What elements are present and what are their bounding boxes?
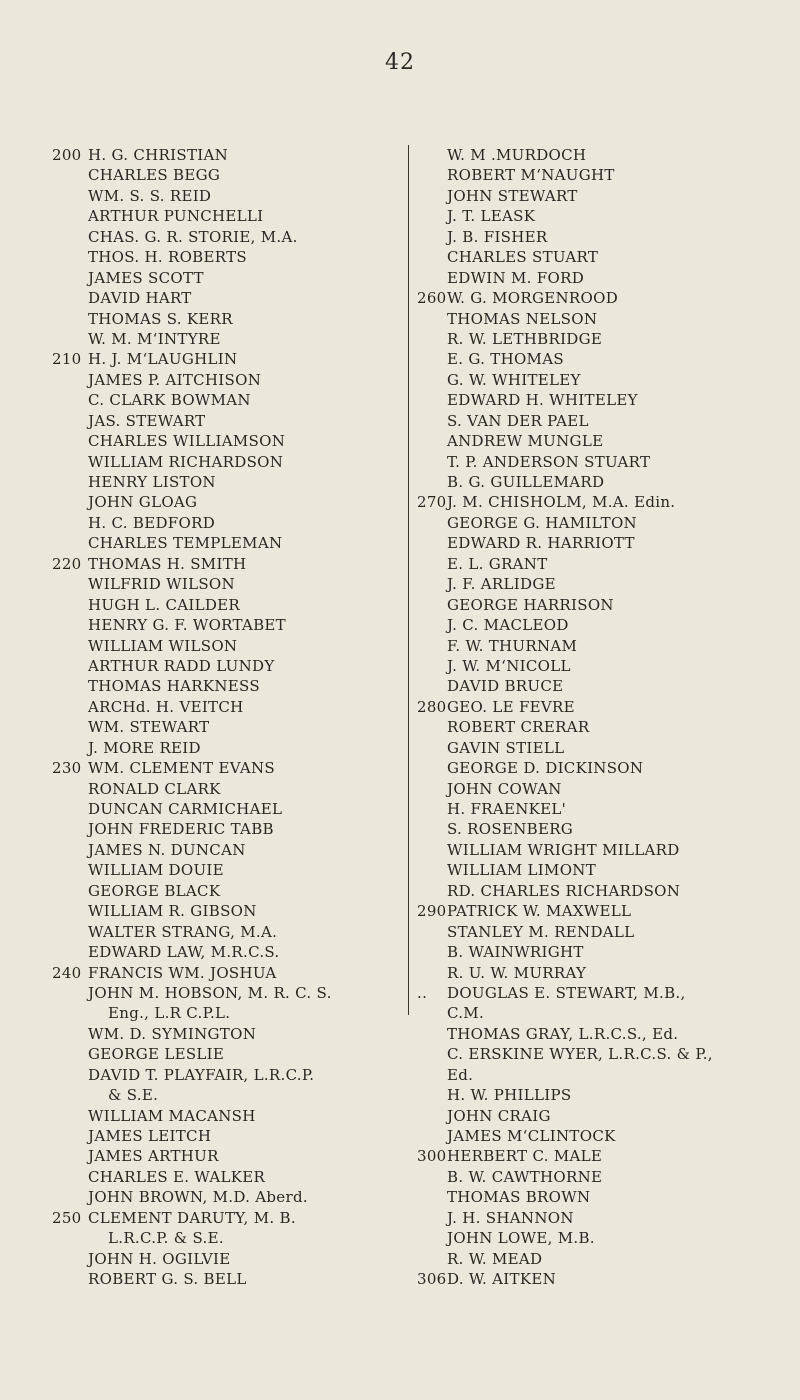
entry-name: CHARLES WILLIAMSON bbox=[88, 432, 286, 451]
name-entry bbox=[409, 411, 769, 431]
entry-continuation bbox=[52, 1085, 387, 1105]
entry-name: W. M. M‘INTYRE bbox=[88, 329, 221, 348]
name-entry bbox=[409, 1085, 769, 1105]
name-entry bbox=[409, 922, 769, 942]
name-entry bbox=[409, 1106, 769, 1126]
name-entry bbox=[52, 574, 387, 594]
entry-name: D. W. AITKEN bbox=[447, 1270, 557, 1289]
entry-name: THOS. H. ROBERTS bbox=[88, 248, 247, 267]
name-entry bbox=[409, 390, 769, 410]
entry-name: JAMES N. DUNCAN bbox=[88, 840, 246, 859]
name-entry bbox=[52, 636, 387, 656]
name-entry bbox=[409, 615, 769, 635]
entry-name: EDWIN M. FORD bbox=[447, 268, 585, 287]
page-number: 42 bbox=[385, 50, 415, 75]
entry-name: H. G. CHRISTIAN bbox=[88, 146, 229, 164]
name-entry bbox=[52, 799, 387, 819]
name-entry bbox=[409, 1146, 769, 1166]
name-entry bbox=[52, 206, 387, 226]
entry-name: WILLIAM LIMONT bbox=[447, 861, 597, 880]
entry-name: THOMAS HARKNESS bbox=[88, 677, 260, 696]
name-entry bbox=[52, 1269, 387, 1289]
name-entry bbox=[409, 452, 769, 472]
name-entry bbox=[52, 922, 387, 942]
entry-name: JOHN GLOAG bbox=[88, 493, 198, 512]
name-entry bbox=[52, 656, 387, 676]
name-entry bbox=[52, 186, 387, 206]
name-entry bbox=[52, 411, 387, 431]
name-entry bbox=[52, 452, 387, 472]
entry-name: L.R.C.P. & S.E. bbox=[108, 1229, 224, 1248]
entry-name: JOHN CRAIG bbox=[447, 1106, 551, 1125]
entry-name: Eng., L.R C.P.L. bbox=[108, 1004, 231, 1023]
entry-name: ANDREW MUNGLE bbox=[447, 432, 604, 451]
name-entry bbox=[52, 472, 387, 492]
entry-name: JOHN M. HOBSON, M. R. C. S. bbox=[88, 983, 332, 1002]
name-entry bbox=[52, 881, 387, 901]
entry-name: H. C. BEDFORD bbox=[88, 513, 216, 532]
entry-name: H. J. M‘LAUGHLIN bbox=[88, 350, 238, 369]
name-entry bbox=[52, 309, 387, 329]
name-entry bbox=[52, 247, 387, 267]
entry-name: C.M. bbox=[447, 1004, 485, 1023]
right-column bbox=[408, 145, 769, 1289]
name-entry bbox=[409, 309, 769, 329]
name-entry bbox=[409, 799, 769, 819]
entry-number: 280 bbox=[417, 697, 447, 716]
name-entry bbox=[52, 1044, 387, 1064]
entry-name: WILLIAM R. GIBSON bbox=[88, 902, 257, 921]
entry-name: B. W. CAWTHORNE bbox=[447, 1167, 603, 1186]
name-entry bbox=[52, 819, 387, 839]
entry-name: EDWARD H. WHITELEY bbox=[447, 391, 638, 410]
entry-name: HENRY LISTON bbox=[88, 473, 216, 491]
entry-name: CHARLES BEGG bbox=[88, 166, 221, 185]
entry-name: GAVIN STIELL bbox=[447, 738, 565, 757]
name-entry bbox=[409, 676, 769, 696]
entry-name: S. VAN DER PAEL bbox=[447, 411, 589, 430]
entry-number: 260 bbox=[417, 289, 447, 308]
name-entry bbox=[409, 1187, 769, 1207]
entry-name: ARCHd. H. VEITCH bbox=[88, 697, 244, 716]
name-entry bbox=[409, 227, 769, 247]
name-entry bbox=[52, 840, 387, 860]
entry-name: C. CLARK BOWMAN bbox=[88, 391, 251, 410]
entry-name: & S.E. bbox=[108, 1086, 159, 1105]
entry-name: B. G. GUILLEMARD bbox=[447, 473, 605, 491]
entry-number: .. bbox=[417, 983, 428, 1002]
name-entry bbox=[409, 1208, 769, 1228]
entry-name: JOHN LOWE, M.B. bbox=[447, 1229, 595, 1248]
entry-name: WILLIAM DOUIE bbox=[88, 861, 224, 880]
entry-name: STANLEY M. RENDALL bbox=[447, 922, 635, 941]
name-entry bbox=[52, 1187, 387, 1207]
entry-name: CLEMENT DARUTY, M. B. bbox=[88, 1208, 296, 1227]
name-entry bbox=[409, 574, 769, 594]
name-entry bbox=[409, 636, 769, 656]
name-entry bbox=[409, 983, 769, 1003]
name-entry bbox=[52, 1146, 387, 1166]
entry-name: CHARLES TEMPLEMAN bbox=[88, 534, 283, 553]
entry-name: FRANCIS WM. JOSHUA bbox=[88, 963, 277, 982]
entry-name: GEO. LE FEVRE bbox=[447, 697, 575, 716]
entry-name: ROBERT G. S. BELL bbox=[88, 1270, 247, 1289]
entry-name: JOHN FREDERIC TABB bbox=[88, 820, 274, 839]
entry-name: J. MORE REID bbox=[88, 738, 201, 757]
entry-number: 200 bbox=[52, 146, 82, 164]
name-entry bbox=[409, 492, 769, 512]
entry-name: WM. STEWART bbox=[88, 718, 210, 737]
entry-name: WM. CLEMENT EVANS bbox=[88, 759, 276, 778]
entry-number: 290 bbox=[417, 902, 447, 921]
entry-name: J. M. CHISHOLM, M.A. Edin. bbox=[447, 493, 676, 512]
name-entry bbox=[409, 1044, 769, 1064]
name-entry bbox=[409, 595, 769, 615]
name-entry bbox=[52, 615, 387, 635]
name-entry bbox=[52, 329, 387, 349]
name-entry bbox=[409, 779, 769, 799]
entry-name: WILLIAM MACANSH bbox=[88, 1106, 256, 1125]
name-entry bbox=[409, 840, 769, 860]
name-entry bbox=[409, 738, 769, 758]
entry-number: 220 bbox=[52, 554, 82, 573]
entry-name: J. T. LEASK bbox=[447, 207, 536, 226]
entry-name: C. ERSKINE WYER, L.R.C.S. & P., bbox=[447, 1045, 713, 1064]
name-entry bbox=[52, 738, 387, 758]
entry-name: GEORGE D. DICKINSON bbox=[447, 759, 644, 778]
entry-name: HERBERT C. MALE bbox=[447, 1147, 603, 1166]
name-entry bbox=[409, 145, 769, 165]
name-entry bbox=[52, 268, 387, 288]
entry-name: CHARLES STUART bbox=[447, 248, 599, 267]
name-entry bbox=[52, 1024, 387, 1044]
entry-name: J. W. M‘NICOLL bbox=[447, 656, 571, 675]
name-entry bbox=[52, 431, 387, 451]
entry-name: THOMAS BROWN bbox=[447, 1188, 591, 1207]
entry-name: JAMES LEITCH bbox=[88, 1127, 212, 1145]
entry-name: JOHN COWAN bbox=[447, 779, 562, 798]
name-entry bbox=[52, 1167, 387, 1187]
entry-name: THOMAS GRAY, L.R.C.S., Ed. bbox=[447, 1024, 679, 1043]
name-entry bbox=[409, 513, 769, 533]
entry-name: DAVID HART bbox=[88, 289, 192, 308]
name-entry bbox=[409, 206, 769, 226]
name-entry bbox=[409, 717, 769, 737]
left-column bbox=[52, 145, 387, 1290]
entry-name: EDWARD R. HARRIOTT bbox=[447, 534, 635, 553]
entry-name: JOHN STEWART bbox=[447, 186, 578, 205]
entry-continuation bbox=[52, 1228, 387, 1248]
name-entry bbox=[409, 963, 769, 983]
name-entry bbox=[409, 1167, 769, 1187]
entry-name: THOMAS H. SMITH bbox=[88, 554, 247, 573]
entry-name: W. G. MORGENROOD bbox=[447, 289, 619, 308]
entry-name: THOMAS S. KERR bbox=[88, 309, 233, 328]
entry-name: J. B. FISHER bbox=[447, 227, 548, 246]
name-entry bbox=[409, 349, 769, 369]
entry-name: WILLIAM WILSON bbox=[88, 636, 238, 655]
entry-name: JAMES P. AITCHISON bbox=[88, 370, 262, 389]
entry-name: B. WAINWRIGHT bbox=[447, 943, 584, 962]
name-entry bbox=[52, 697, 387, 717]
name-entry bbox=[52, 145, 387, 165]
entry-name: RONALD CLARK bbox=[88, 779, 221, 798]
name-entry bbox=[52, 390, 387, 410]
entry-name: HUGH L. CAILDER bbox=[88, 595, 241, 614]
name-entry bbox=[409, 554, 769, 574]
entry-name: JOHN BROWN, M.D. Aberd. bbox=[88, 1188, 308, 1207]
name-entry bbox=[409, 431, 769, 451]
name-entry bbox=[52, 1126, 387, 1146]
name-entry bbox=[52, 227, 387, 247]
name-entry bbox=[409, 860, 769, 880]
entry-number: 250 bbox=[52, 1208, 82, 1227]
entry-number: 270 bbox=[417, 493, 447, 512]
entry-name: E. L. GRANT bbox=[447, 554, 548, 573]
name-entry bbox=[52, 1208, 387, 1228]
entry-name: G. W. WHITELEY bbox=[447, 370, 581, 389]
entry-name: WILLIAM RICHARDSON bbox=[88, 452, 284, 471]
entry-continuation bbox=[52, 1003, 387, 1023]
name-entry bbox=[409, 656, 769, 676]
entry-name: ROBERT CRERAR bbox=[447, 718, 590, 737]
name-entry bbox=[52, 1065, 387, 1085]
entry-name: HENRY G. F. WORTABET bbox=[88, 616, 286, 635]
name-entry bbox=[52, 860, 387, 880]
entry-continuation bbox=[409, 1003, 769, 1023]
entry-name: WILFRID WILSON bbox=[88, 575, 235, 594]
name-entry bbox=[409, 1024, 769, 1044]
name-entry bbox=[409, 1126, 769, 1146]
entry-name: W. M .MURDOCH bbox=[447, 146, 587, 164]
entry-number: 300 bbox=[417, 1147, 447, 1166]
entry-name: DUNCAN CARMICHAEL bbox=[88, 800, 283, 818]
entry-name: GEORGE LESLIE bbox=[88, 1045, 225, 1064]
entry-number: 306 bbox=[417, 1270, 447, 1289]
entry-name: PATRICK W. MAXWELL bbox=[447, 902, 632, 921]
name-entry bbox=[409, 472, 769, 492]
entry-name: JAMES M‘CLINTOCK bbox=[447, 1127, 616, 1145]
name-entry bbox=[409, 268, 769, 288]
name-entry bbox=[52, 349, 387, 369]
name-entry bbox=[52, 942, 387, 962]
entry-name: H. FRAENKEL' bbox=[447, 800, 567, 818]
entry-name: WILLIAM WRIGHT MILLARD bbox=[447, 840, 680, 859]
name-entry bbox=[409, 329, 769, 349]
entry-number: 230 bbox=[52, 759, 82, 778]
name-entry bbox=[409, 533, 769, 553]
entry-name: DOUGLAS E. STEWART, M.B., bbox=[447, 983, 686, 1002]
name-entry bbox=[52, 676, 387, 696]
name-entry bbox=[409, 247, 769, 267]
entry-name: R. U. W. MURRAY bbox=[447, 963, 587, 982]
entry-name: R. W. MEAD bbox=[447, 1249, 543, 1268]
entry-name: DAVID T. PLAYFAIR, L.R.C.P. bbox=[88, 1065, 315, 1084]
name-entry bbox=[409, 186, 769, 206]
entry-name: R. W. LETHBRIDGE bbox=[447, 329, 603, 348]
name-entry bbox=[409, 697, 769, 717]
entry-name: J. C. MACLEOD bbox=[447, 616, 569, 635]
entry-number: 210 bbox=[52, 350, 82, 369]
entry-name: F. W. THURNAM bbox=[447, 636, 578, 655]
entry-name: J. F. ARLIDGE bbox=[447, 575, 556, 594]
entry-name: WALTER STRANG, M.A. bbox=[88, 922, 278, 941]
name-entry bbox=[52, 554, 387, 574]
entry-name: THOMAS NELSON bbox=[447, 309, 598, 328]
name-entry bbox=[52, 758, 387, 778]
entry-name: H. W. PHILLIPS bbox=[447, 1086, 572, 1105]
entry-name: JAMES ARTHUR bbox=[88, 1147, 219, 1166]
name-entry bbox=[52, 983, 387, 1003]
name-entry bbox=[409, 165, 769, 185]
entry-name: ARTHUR PUNCHELLI bbox=[88, 207, 264, 226]
entry-continuation bbox=[409, 1065, 769, 1085]
entry-name: JOHN H. OGILVIE bbox=[88, 1249, 231, 1268]
entry-name: Ed. bbox=[447, 1065, 474, 1084]
name-entry bbox=[409, 1249, 769, 1269]
name-entry bbox=[52, 492, 387, 512]
name-entry bbox=[409, 881, 769, 901]
entry-name: WM. D. SYMINGTON bbox=[88, 1024, 257, 1043]
name-entry bbox=[52, 779, 387, 799]
entry-name: E. G. THOMAS bbox=[447, 350, 564, 369]
name-entry bbox=[52, 165, 387, 185]
name-entry bbox=[409, 819, 769, 839]
entry-name: GEORGE G. HAMILTON bbox=[447, 513, 637, 532]
entry-name: JAS. STEWART bbox=[88, 411, 206, 430]
entry-name: RD. CHARLES RICHARDSON bbox=[447, 881, 681, 900]
entry-name: CHARLES E. WALKER bbox=[88, 1167, 266, 1186]
entry-name: ROBERT M‘NAUGHT bbox=[447, 166, 615, 185]
name-entry bbox=[52, 1106, 387, 1126]
name-entry bbox=[52, 513, 387, 533]
entry-name: DAVID BRUCE bbox=[447, 677, 564, 696]
name-entry bbox=[52, 901, 387, 921]
entry-name: EDWARD LAW, M.R.C.S. bbox=[88, 943, 280, 962]
entry-name: CHAS. G. R. STORIE, M.A. bbox=[88, 227, 298, 246]
entry-name: JAMES SCOTT bbox=[88, 268, 204, 287]
name-entry bbox=[409, 370, 769, 390]
name-entry bbox=[52, 963, 387, 983]
name-entry bbox=[52, 288, 387, 308]
entry-name: S. ROSENBERG bbox=[447, 820, 574, 839]
name-entry bbox=[52, 1249, 387, 1269]
name-entry bbox=[409, 1228, 769, 1248]
name-entry bbox=[52, 533, 387, 553]
name-entry bbox=[409, 942, 769, 962]
entry-name: T. P. ANDERSON STUART bbox=[447, 452, 651, 471]
entry-name: J. H. SHANNON bbox=[447, 1208, 574, 1227]
entry-name: ARTHUR RADD LUNDY bbox=[88, 656, 275, 675]
name-entry bbox=[52, 370, 387, 390]
entry-name: WM. S. S. REID bbox=[88, 186, 212, 205]
name-entry bbox=[409, 901, 769, 921]
entry-number: 240 bbox=[52, 963, 82, 982]
name-entry bbox=[409, 758, 769, 778]
entry-name: GEORGE HARRISON bbox=[447, 595, 614, 614]
name-entry bbox=[52, 717, 387, 737]
name-entry bbox=[409, 1269, 769, 1289]
name-entry bbox=[52, 595, 387, 615]
entry-name: GEORGE BLACK bbox=[88, 881, 221, 900]
name-entry bbox=[409, 288, 769, 308]
